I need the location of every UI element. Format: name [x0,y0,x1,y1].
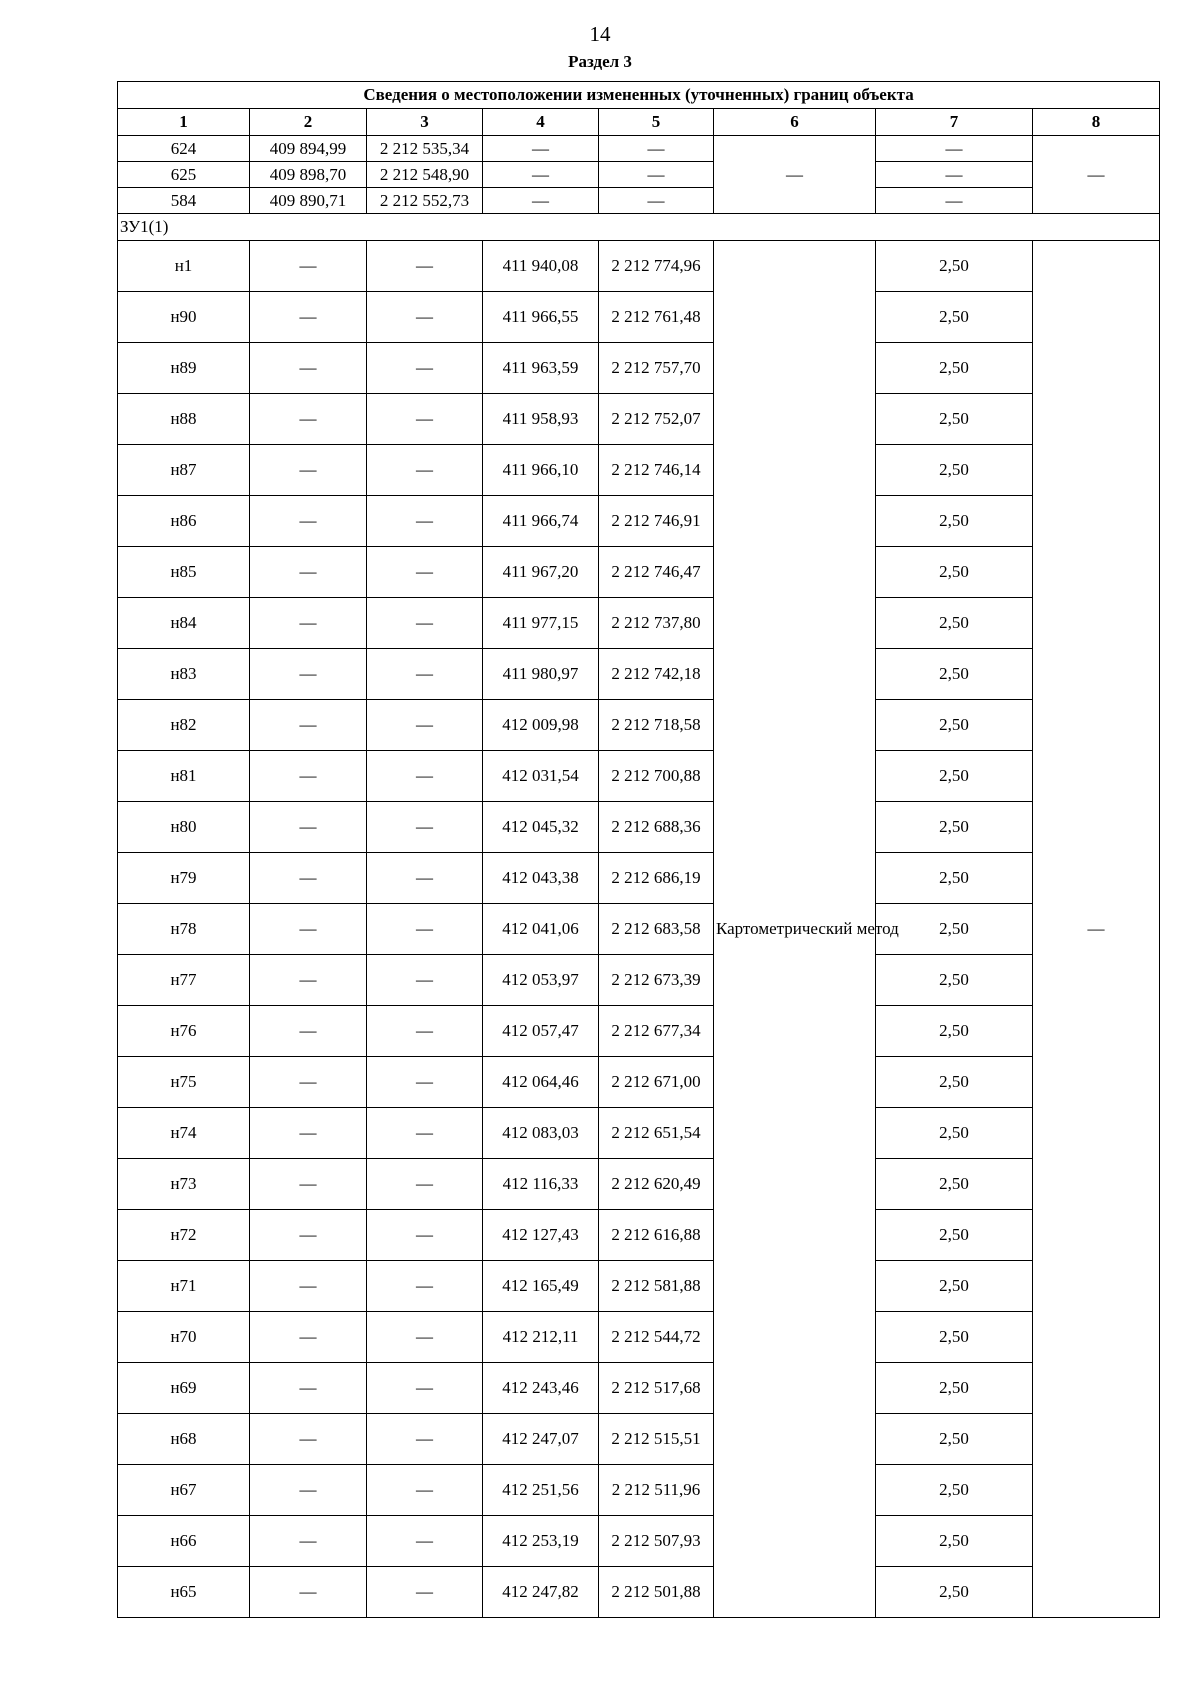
point-number: 625 [118,162,250,188]
table-row [118,700,1160,751]
table-row [118,1312,1160,1363]
new-x: 412 009,98 [483,700,599,751]
table-row [118,802,1160,853]
existing-y: 2 212 548,90 [367,162,483,188]
table-row [118,1159,1160,1210]
accuracy: 2,50 [876,853,1033,904]
point-number: н83 [118,649,250,700]
new-y: 2 212 501,88 [599,1567,714,1618]
table-row [118,1363,1160,1414]
existing-x: — [250,445,367,496]
new-x: 411 966,10 [483,445,599,496]
accuracy: 2,50 [876,1210,1033,1261]
method-cell: — [714,136,876,214]
new-y: 2 212 746,14 [599,445,714,496]
column-header: 1 [118,109,250,136]
existing-y: — [367,1108,483,1159]
new-y: 2 212 671,00 [599,1057,714,1108]
new-x: — [483,136,599,162]
existing-y: — [367,547,483,598]
new-y: 2 212 677,34 [599,1006,714,1057]
column-header: 3 [367,109,483,136]
table-row [118,1567,1160,1618]
new-y: 2 212 752,07 [599,394,714,445]
accuracy: 2,50 [876,343,1033,394]
table-title-row [118,82,1160,109]
accuracy: 2,50 [876,955,1033,1006]
column-header: 5 [599,109,714,136]
existing-x: — [250,292,367,343]
existing-y: — [367,241,483,292]
column-header: 6 [714,109,876,136]
table-header-row [118,109,1160,136]
point-number: н71 [118,1261,250,1312]
existing-x: — [250,955,367,1006]
accuracy: 2,50 [876,292,1033,343]
point-number: н79 [118,853,250,904]
point-number: н87 [118,445,250,496]
accuracy: 2,50 [876,547,1033,598]
accuracy: 2,50 [876,649,1033,700]
existing-y: — [367,1312,483,1363]
point-number: н75 [118,1057,250,1108]
accuracy: 2,50 [876,1159,1033,1210]
new-y: — [599,136,714,162]
existing-y: — [367,445,483,496]
existing-y: — [367,1567,483,1618]
new-y: 2 212 544,72 [599,1312,714,1363]
point-number: н74 [118,1108,250,1159]
existing-x: — [250,1006,367,1057]
accuracy: — [876,188,1033,214]
existing-x: — [250,1210,367,1261]
new-y: 2 212 718,58 [599,700,714,751]
new-x: 412 041,06 [483,904,599,955]
column-header: 4 [483,109,599,136]
point-number: н72 [118,1210,250,1261]
new-y: 2 212 746,47 [599,547,714,598]
existing-y: 2 212 552,73 [367,188,483,214]
table-row [118,1414,1160,1465]
accuracy: 2,50 [876,1312,1033,1363]
point-number: н90 [118,292,250,343]
accuracy: 2,50 [876,445,1033,496]
new-x: 412 064,46 [483,1057,599,1108]
point-number: н73 [118,1159,250,1210]
existing-y: — [367,394,483,445]
boundary-table [117,81,1160,1618]
new-y: 2 212 737,80 [599,598,714,649]
existing-x: — [250,751,367,802]
table-row [118,1108,1160,1159]
accuracy: 2,50 [876,598,1033,649]
table-row [118,1516,1160,1567]
existing-x: — [250,1312,367,1363]
existing-x: — [250,343,367,394]
new-y: 2 212 761,48 [599,292,714,343]
table-title: Сведения о местоположении измененных (уточненных) границ объекта [118,82,1160,109]
new-y: 2 212 581,88 [599,1261,714,1312]
table-row [118,496,1160,547]
accuracy: 2,50 [876,904,1033,955]
accuracy: 2,50 [876,1465,1033,1516]
point-number: н85 [118,547,250,598]
existing-x: 409 894,99 [250,136,367,162]
point-number: н1 [118,241,250,292]
existing-y: — [367,649,483,700]
existing-y: — [367,496,483,547]
existing-y: — [367,1210,483,1261]
existing-y: — [367,1006,483,1057]
accuracy: 2,50 [876,1261,1033,1312]
accuracy: 2,50 [876,394,1033,445]
existing-x: — [250,547,367,598]
existing-y: — [367,1057,483,1108]
new-x: 412 247,82 [483,1567,599,1618]
existing-x: 409 890,71 [250,188,367,214]
new-y: 2 212 517,68 [599,1363,714,1414]
point-number: н66 [118,1516,250,1567]
existing-y: — [367,1414,483,1465]
new-x: 411 940,08 [483,241,599,292]
new-y: 2 212 700,88 [599,751,714,802]
point-number: н81 [118,751,250,802]
table-row [118,547,1160,598]
new-x: 412 116,33 [483,1159,599,1210]
new-y: 2 212 757,70 [599,343,714,394]
existing-x: — [250,1567,367,1618]
description-cell: — [1033,136,1160,214]
table-row [118,649,1160,700]
existing-x: — [250,1363,367,1414]
table-row [118,445,1160,496]
accuracy: 2,50 [876,1363,1033,1414]
new-y: — [599,188,714,214]
existing-y: — [367,343,483,394]
existing-x: — [250,241,367,292]
method-cell: Картометрический метод [714,241,876,1618]
new-x: 412 247,07 [483,1414,599,1465]
new-x: 412 243,46 [483,1363,599,1414]
existing-y: — [367,751,483,802]
existing-x: — [250,853,367,904]
new-y: 2 212 774,96 [599,241,714,292]
table-row [118,343,1160,394]
existing-x: — [250,1108,367,1159]
table-row [118,955,1160,1006]
section-title: Раздел 3 [568,52,632,71]
new-y: 2 212 515,51 [599,1414,714,1465]
existing-x: — [250,394,367,445]
new-x: 412 165,49 [483,1261,599,1312]
new-x: 412 127,43 [483,1210,599,1261]
existing-x: — [250,904,367,955]
accuracy: 2,50 [876,241,1033,292]
description-cell: — [1033,241,1160,1618]
column-header: 7 [876,109,1033,136]
accuracy: 2,50 [876,751,1033,802]
point-number: н89 [118,343,250,394]
new-x: 412 043,38 [483,853,599,904]
existing-y: — [367,802,483,853]
point-number: н88 [118,394,250,445]
existing-x: — [250,802,367,853]
new-y: 2 212 742,18 [599,649,714,700]
point-number: н76 [118,1006,250,1057]
new-x: 411 980,97 [483,649,599,700]
point-number: н80 [118,802,250,853]
new-y: 2 212 688,36 [599,802,714,853]
point-number: н78 [118,904,250,955]
existing-x: — [250,1159,367,1210]
new-x: 411 966,55 [483,292,599,343]
existing-y: 2 212 535,34 [367,136,483,162]
new-x: 412 045,32 [483,802,599,853]
accuracy: — [876,162,1033,188]
column-header: 8 [1033,109,1160,136]
existing-y: — [367,1261,483,1312]
existing-y: — [367,598,483,649]
accuracy: 2,50 [876,1057,1033,1108]
table-row [118,904,1160,955]
table-row [118,136,1160,162]
existing-x: — [250,1261,367,1312]
new-x: 412 212,11 [483,1312,599,1363]
new-x: 412 053,97 [483,955,599,1006]
new-x: 411 967,20 [483,547,599,598]
table-row [118,394,1160,445]
existing-x: — [250,496,367,547]
new-x: — [483,188,599,214]
point-number: н86 [118,496,250,547]
point-number: н67 [118,1465,250,1516]
table-row [118,853,1160,904]
new-x: 412 031,54 [483,751,599,802]
point-number: 624 [118,136,250,162]
table-row [118,1261,1160,1312]
new-y: 2 212 651,54 [599,1108,714,1159]
point-number: н69 [118,1363,250,1414]
accuracy: 2,50 [876,496,1033,547]
new-x: 412 083,03 [483,1108,599,1159]
existing-x: — [250,1414,367,1465]
accuracy: 2,50 [876,802,1033,853]
table-row [118,751,1160,802]
group-label: ЗУ1(1) [118,214,1160,241]
new-y: 2 212 507,93 [599,1516,714,1567]
existing-x: — [250,649,367,700]
group-row [118,214,1160,241]
point-number: н65 [118,1567,250,1618]
point-number: н84 [118,598,250,649]
point-number: 584 [118,188,250,214]
new-x: 412 251,56 [483,1465,599,1516]
existing-y: — [367,700,483,751]
table-row [118,241,1160,292]
point-number: н77 [118,955,250,1006]
new-x: 412 253,19 [483,1516,599,1567]
table-row [118,188,1160,214]
new-y: 2 212 616,88 [599,1210,714,1261]
existing-y: — [367,853,483,904]
new-x: 412 057,47 [483,1006,599,1057]
table-row [118,598,1160,649]
table-row [118,162,1160,188]
point-number: н82 [118,700,250,751]
existing-x: — [250,598,367,649]
new-y: 2 212 746,91 [599,496,714,547]
new-y: 2 212 686,19 [599,853,714,904]
existing-x: 409 898,70 [250,162,367,188]
new-y: 2 212 620,49 [599,1159,714,1210]
existing-y: — [367,955,483,1006]
existing-y: — [367,292,483,343]
page-number: 14 [589,22,611,46]
accuracy: — [876,136,1033,162]
point-number: н70 [118,1312,250,1363]
table-row [118,1006,1160,1057]
existing-x: — [250,1465,367,1516]
existing-y: — [367,1363,483,1414]
new-x: 411 963,59 [483,343,599,394]
table-row [118,1057,1160,1108]
table-row [118,1465,1160,1516]
existing-x: — [250,1516,367,1567]
accuracy: 2,50 [876,1414,1033,1465]
accuracy: 2,50 [876,1567,1033,1618]
new-y: 2 212 683,58 [599,904,714,955]
new-x: 411 958,93 [483,394,599,445]
table-row [118,1210,1160,1261]
accuracy: 2,50 [876,700,1033,751]
point-number: н68 [118,1414,250,1465]
new-y: 2 212 511,96 [599,1465,714,1516]
existing-y: — [367,904,483,955]
accuracy: 2,50 [876,1108,1033,1159]
new-y: 2 212 673,39 [599,955,714,1006]
existing-x: — [250,700,367,751]
column-header: 2 [250,109,367,136]
existing-y: — [367,1465,483,1516]
new-x: 411 966,74 [483,496,599,547]
new-y: — [599,162,714,188]
accuracy: 2,50 [876,1516,1033,1567]
existing-y: — [367,1159,483,1210]
new-x: — [483,162,599,188]
table-row [118,292,1160,343]
accuracy: 2,50 [876,1006,1033,1057]
new-x: 411 977,15 [483,598,599,649]
existing-y: — [367,1516,483,1567]
existing-x: — [250,1057,367,1108]
